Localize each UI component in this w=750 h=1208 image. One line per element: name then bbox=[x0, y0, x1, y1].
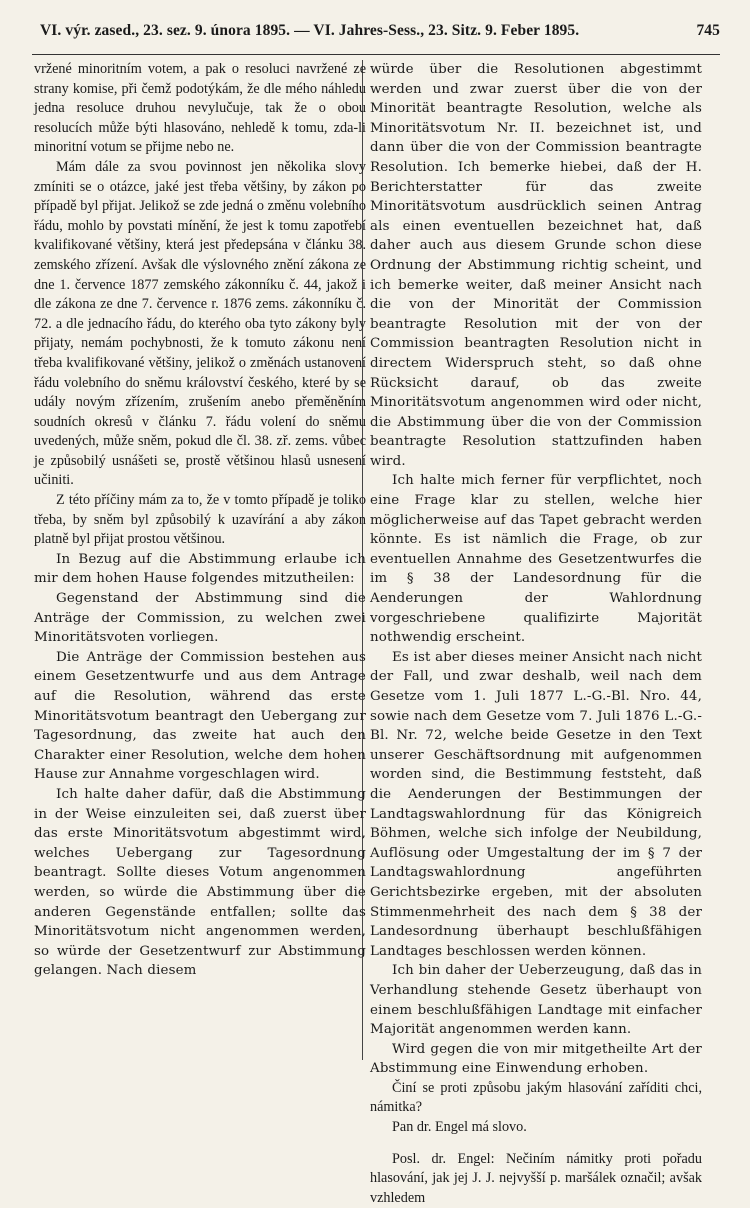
paragraph: Gegenstand der Abstimmung sind die Anträge der Commission, zu welchen zwei Minoritätsvoten vorliegen. bbox=[34, 591, 366, 646]
paragraph: In Bezug auf die Abstimmung erlaube ich mir dem hohen Hause folgendes mitzutheilen: bbox=[34, 551, 366, 587]
paragraph: Ich bin daher der Ueberzeugung, daß das in Verhandlung stehende Gesetz überhaupt von einem beschlußfähigen Landtage mit einfacher Majorität angenommen werden kann. bbox=[370, 963, 702, 1038]
paragraph: Wird gegen die von mir mitgetheilte Art der Abstimmung eine Einwendung erhoben. bbox=[370, 1041, 702, 1077]
paragraph: Pan dr. Engel má slovo. bbox=[392, 1119, 527, 1136]
paragraph: Činí se proti způsobu jakým hlasování zaříditi chci, námitka? bbox=[370, 1079, 702, 1116]
page-number: 745 bbox=[696, 22, 720, 39]
paragraph: Z této příčiny mám za to, že v tomto případě je toliko třeba, by sněm byl způsobilý k uzavírání a aby zákon platně byl přijat prostou většinou. bbox=[34, 492, 366, 548]
paragraph: Die Anträge der Commission bestehen aus einem Gesetzentwurfe und aus dem Antrage auf die Resolution, während das erste Minoritätsvotum beantragt den Uebergang zur Tagesordnung, das zweite hat auch den Charakter einer Resolution, welche dem hohen Hause zur Annahme vorgeschlagen wird. bbox=[34, 649, 366, 783]
paragraph: Ich halte mich ferner für verpflichtet, noch eine Frage klar zu stellen, welche hier möglicherweise auf das Tapet gebracht werden könnte. Es ist nämlich die Frage, ob zur eventuellen Annahme des Gesetzentwurfes die im § 38 der Landesordnung für die Aenderungen der Wahlordnung vorgeschriebene qualifizirte Majorität nothwendig erscheint. bbox=[370, 473, 702, 646]
paragraph: Mám dále za svou povinnost jen několika slovy zmíniti se o otázce, jaké jest třeba většiny, by zákon po případě byl přijat. Jelikož se zde jedná o změnu volebního řádu, mohlo by povstati mínění, že jest k tomu zapotřebí kvalifikované většiny, která jest předepsána v článku 38. zemského zřízení. Avšak dle výslovného znění zákona ze dne 1. července 1877 zemského zákonníku č. 44, jakož i dle zákona ze dne 7. července r. 1876 zems. zákonníku č. 72. a dle jednacího řádu, do kterého oba tyto zákony byly přijaty, nemám pochybnosti, že k tomuto zákonu není třeba kvalifikované většiny, jelikož o změnách ustanovení řádu volebního do sněmu království českého, které by se udály novým zřízením, zrušením anebo přeměněním soudních okresů v článku 7. řádu volení do sněmu uvedených, může sněm, pokud dle čl. 38. zř. zems. vůbec je způsobilý usnášeti se, prostě většinou hlasů usnesení učiniti. bbox=[34, 158, 366, 489]
paragraph: würde über die Resolutionen abgestimmt werden und zwar zuerst über die von der Minorität beantragte Resolution, welche als Minoritätsvotum Nr. II. bezeichnet ist, und dann über die von der Commission beantragte Resolution. Ich bemerke hiebei, daß der H. Berichterstatter für das zweite Minoritätsvotum ausdrücklich seinen Antrag als einen eventuellen bezeichnet hat, daß daher auch aus diesem Grunde schon diese Ordnung der Abstimmung richtig scheint, und ich bemerke weiter, daß meiner Ansicht nach die von der Minorität der Commission beantragte Resolution mit der von der Commission beantragten Resolution nicht in directem Widerspruch steht, so daß ohne Rücksicht darauf, ob das zweite Minoritätsvotum angenommen wird oder nicht, die Abstimmung über die von der Commission beantragte Resolution stattzufinden haben wird. bbox=[370, 62, 702, 469]
speaker-paragraph: Posl. dr. Engel: Nečiním námitky proti pořadu hlasování, jak jej J. J. nejvyšší p. maršálek označil; avšak vzhledem bbox=[370, 1150, 702, 1206]
left-column bbox=[34, 60, 366, 981]
running-head: VI. výr. zased., 23. sez. 9. února 1895. — VI. Jahres-Sess., 23. Sitz. 9. Feber 1895. bbox=[40, 22, 580, 39]
spacer bbox=[370, 1138, 702, 1150]
paragraph: Es ist aber dieses meiner Ansicht nach nicht der Fall, und zwar deshalb, weil nach dem Gesetze vom 1. Juli 1877 L.-G.-Bl. Nro. 44, sowie nach dem Gesetze vom 7. Juli 1876 L.-G.-Bl. Nr. 72, welche beide Gesetze in den Text unserer Geschäftsordnung mit aufgenommen worden sind, die Bestimmung feststeht, daß die Aenderungen der Bestimmungen der Landtagswahlordnung für das Königreich Böhmen, welche sich infolge der Neubildung, Auflösung oder Umgestaltung der im § 7 der Landtagswahlordnung angeführten Gerichtsbezirke ergeben, mit der absoluten Stimmenmehrheit des nach dem § 38 der Landesordnung überhaupt beschlußfähigen Landtages beschlossen werden können. bbox=[370, 649, 702, 959]
paragraph: Ich halte daher dafür, daß die Abstimmung in der Weise einzuleiten sei, daß zuerst über das erste Minoritätsvotum abgestimmt wird, welches Uebergang zur Tagesordnung beantragt. Sollte dieses Votum angenommen werden, so würde die Abstimmung über die anderen Gegenstände entfallen; sollte das Minoritätsvotum nicht angenommen werden, so würde der Gesetzentwurf zur Abstimmung gelangen. Nach diesem bbox=[34, 786, 366, 979]
right-column bbox=[370, 60, 702, 1208]
paragraph: vržené minoritním votem, a pak o resoluci navržené ze strany komise, při čemž podotýkám, že dle mého náhledu jedna resoluce druhou nevylučuje, tak že o obou resolucích může býti hlasováno, nehledě k tomu, zda-li minoritní votum se přijme nebo ne. bbox=[34, 61, 366, 156]
page-header bbox=[40, 22, 720, 46]
